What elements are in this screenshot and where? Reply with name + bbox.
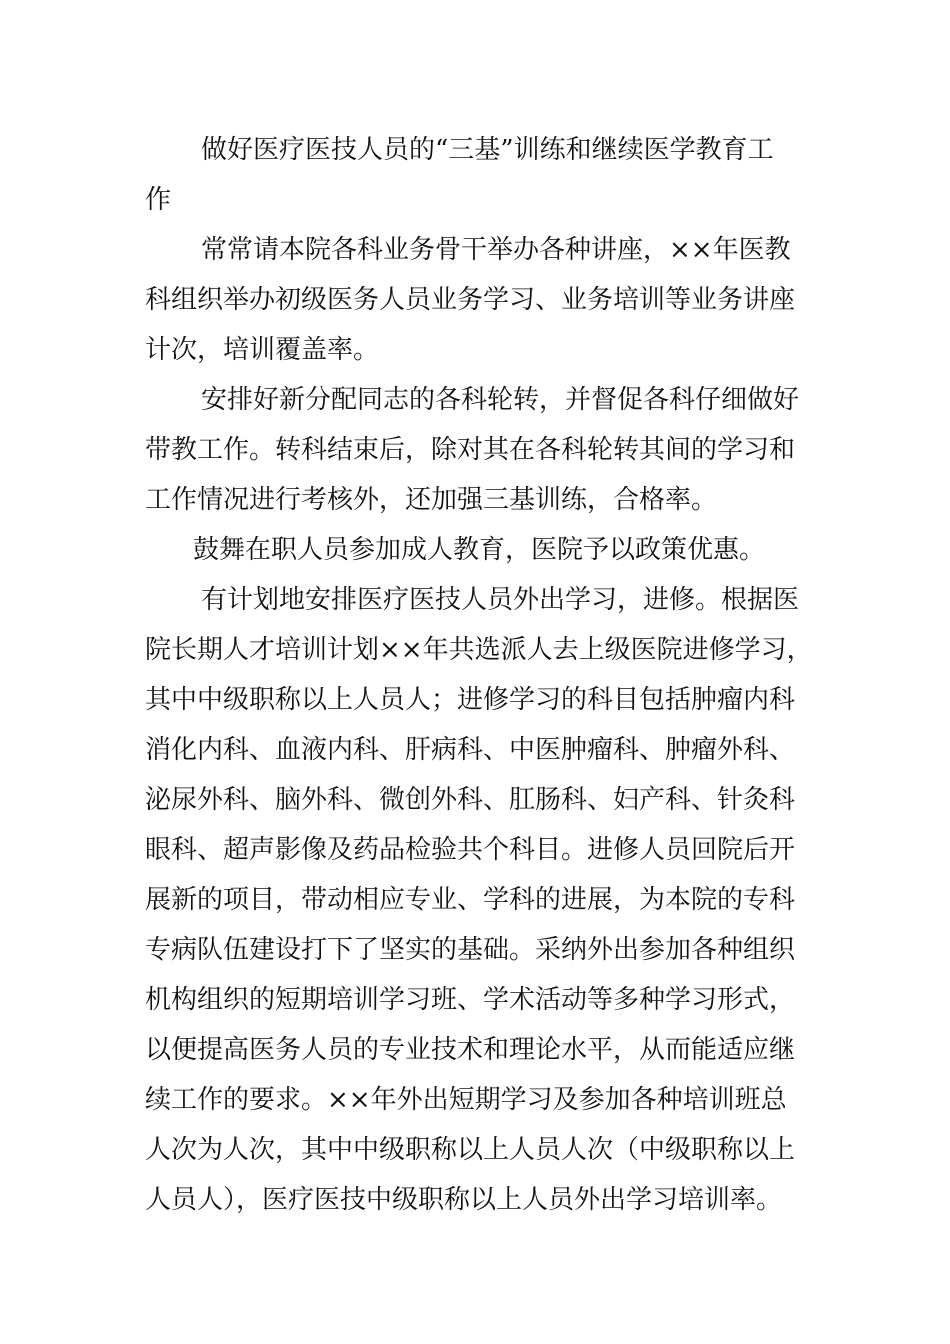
text-line: 眼科、超声影像及药品检验共个科目。进修人员回院后开	[145, 835, 796, 865]
text-line: 工作情况进行考核外，还加强三基训练，合格率。	[145, 485, 718, 515]
text-line: 有计划地安排医疗医技人员外出学习，进修。根据医	[201, 585, 800, 615]
text-line: 专病队伍建设打下了坚实的基础。采纳外出参加各种组织	[145, 935, 796, 965]
text-line: 计次，培训覆盖率。	[145, 335, 380, 365]
text-line: 鼓舞在职人员参加成人教育，医院予以政策优惠。	[193, 535, 766, 565]
text-line: 续工作的要求。××年外出短期学习及参加各种培训班总	[145, 1085, 787, 1115]
document-body	[145, 125, 815, 1225]
text-line: 作	[145, 185, 172, 215]
text-line: 其中中级职称以上人员人；进修学习的科目包括肿瘤内科	[145, 685, 796, 715]
text-line: 人次为人次，其中中级职称以上人员人次（中级职称以上	[145, 1135, 796, 1165]
text-line: 泌尿外科、脑外科、微创外科、肛肠科、妇产科、针灸科	[145, 785, 796, 815]
text-line: 以便提高医务人员的专业技术和理论水平，从而能适应继	[145, 1035, 796, 1065]
text-line: 做好医疗医技人员的“三基”训练和继续医学教育工	[201, 135, 774, 165]
text-line: 科组织举办初级医务人员业务学习、业务培训等业务讲座	[145, 285, 796, 315]
text-line: 安排好新分配同志的各科轮转，并督促各科仔细做好	[201, 385, 800, 415]
text-line: 展新的项目，带动相应专业、学科的进展，为本院的专科	[145, 885, 796, 915]
text-line: 机构组织的短期培训学习班、学术活动等多种学习形式，	[145, 985, 796, 1015]
text-line: 人员人），医疗医技中级职称以上人员外出学习培训率。	[145, 1185, 783, 1215]
text-line: 院长期人才培训计划××年共选派人去上级医院进修学习，	[145, 635, 813, 665]
text-line: 常常请本院各科业务骨干举办各种讲座，××年医教	[201, 235, 791, 265]
text-line: 带教工作。转科结束后，除对其在各科轮转其间的学习和	[145, 435, 796, 465]
text-line: 消化内科、血液内科、肝病科、中医肿瘤科、肿瘤外科、	[145, 735, 796, 765]
